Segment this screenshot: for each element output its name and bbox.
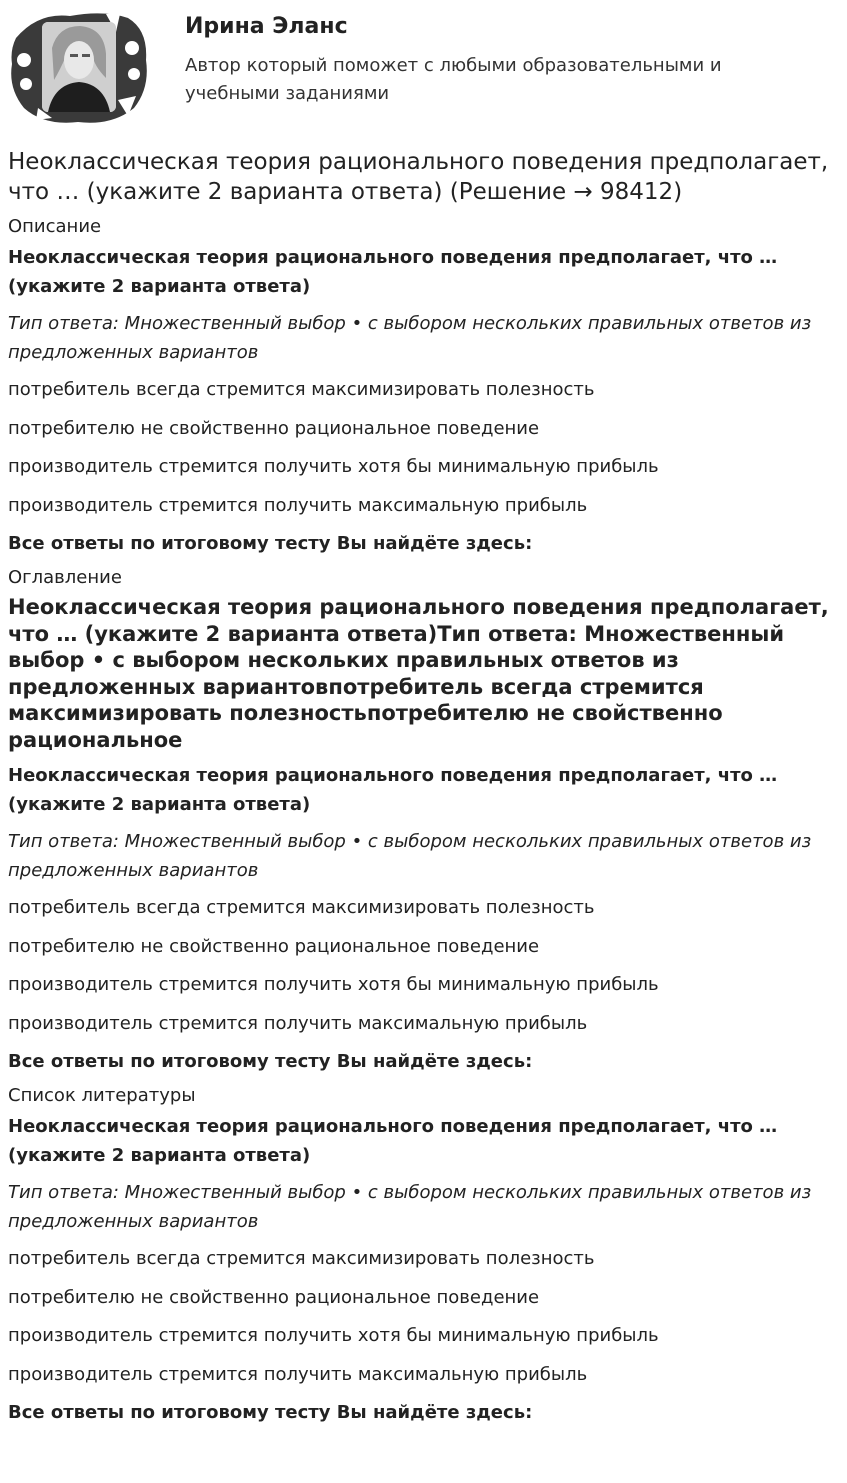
option-item: потребитель всегда стремится максимизировать полезность [8, 897, 595, 918]
answer-type: Тип ответа: Множественный выбор • с выбором нескольких правильных ответов из предложенных вариантов [8, 313, 812, 363]
section-label-toc: Оглавление [8, 567, 122, 588]
option-item: производитель стремится получить хотя бы минимальную прибыль [8, 456, 659, 477]
option-item: производитель стремится получить хотя бы минимальную прибыль [8, 974, 659, 995]
author-header [8, 8, 838, 126]
option-item: потребителю не свойственно рациональное поведение [8, 1286, 540, 1308]
option-item: производитель стремится получить максимальную прибыль [8, 1363, 588, 1385]
all-answers-note: Все ответы по итоговому тесту Вы найдёте здесь: [8, 533, 533, 554]
answer-type: Тип ответа: Множественный выбор • с выбором нескольких правильных ответов из предложенных вариантов [8, 831, 812, 881]
option-item: потребитель всегда стремится максимизировать полезность [8, 379, 595, 400]
literature-section [8, 1084, 838, 1427]
all-answers-note: Все ответы по итоговому тесту Вы найдёте здесь: [8, 1051, 533, 1072]
description-section [8, 215, 838, 558]
section-label-literature: Список литературы [8, 1085, 196, 1106]
section-label-description: Описание [8, 216, 102, 237]
option-item: потребитель всегда стремится максимизировать полезность [8, 1248, 595, 1269]
toc-heading: Неоклассическая теория рационального поведения предполагает, что … (укажите 2 варианта ответа)Тип ответа: Множественный выбор • с выбором нескольких правильных ответов из предложенных вариантовпотребитель всегда стремится максимизировать полезностьпотребителю не свойственно рациональное [8, 595, 829, 752]
option-item: потребителю не свойственно рациональное поведение [8, 935, 540, 957]
question-text: Неоклассическая теория рационального поведения предполагает, что … (укажите 2 варианта ответа) [8, 247, 778, 297]
toc-section [8, 566, 838, 1076]
option-item: производитель стремится получить максимальную прибыль [8, 494, 588, 516]
option-item: потребителю не свойственно рациональное поведение [8, 417, 540, 439]
option-item: производитель стремится получить максимальную прибыль [8, 1012, 588, 1034]
author-description: Автор который поможет с любыми образовательными и учебными заданиями [185, 55, 722, 104]
author-name: Ирина Эланс [185, 14, 348, 39]
question-text: Неоклассическая теория рационального поведения предполагает, что … (укажите 2 варианта ответа) [8, 1116, 778, 1166]
all-answers-note: Все ответы по итоговому тесту Вы найдёте здесь: [8, 1402, 533, 1423]
answer-type: Тип ответа: Множественный выбор • с выбором нескольких правильных ответов из предложенных вариантов [8, 1182, 812, 1232]
question-text: Неоклассическая теория рационального поведения предполагает, что … (укажите 2 варианта ответа) [8, 765, 778, 815]
option-item: производитель стремится получить хотя бы минимальную прибыль [8, 1325, 659, 1346]
page-title: Неоклассическая теория рационального поведения предполагает, что … (укажите 2 варианта ответа) (Решение → 98412) [8, 149, 829, 205]
author-avatar [8, 8, 150, 126]
main-content [8, 148, 838, 1435]
